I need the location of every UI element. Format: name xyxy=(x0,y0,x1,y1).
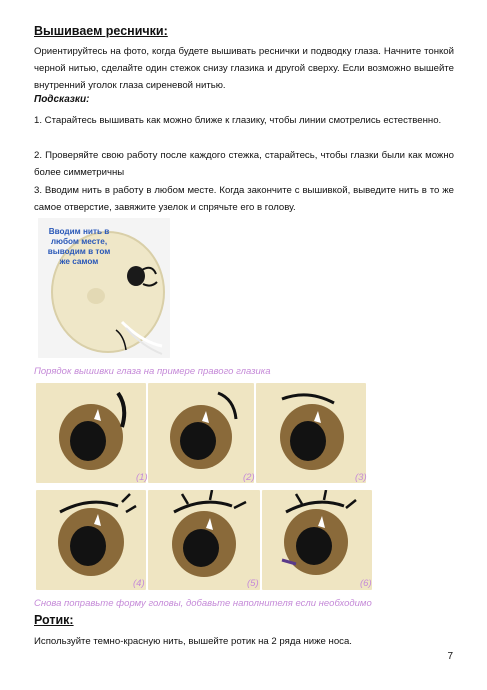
figure-label-4: (4) xyxy=(133,578,145,589)
figure-label-3: (3) xyxy=(355,472,367,483)
photo-step-5 xyxy=(148,490,260,590)
photo-step-3 xyxy=(256,383,366,483)
figure-label-6: (6) xyxy=(360,578,372,589)
hint-2: 2. Проверяйте свою работу после каждого стежка, старайтесь, чтобы глазки были как можно более симметричны xyxy=(34,150,454,178)
photo-step-1 xyxy=(36,383,146,483)
caption-after: Снова поправьте форму головы, добавьте наполнителя если необходимо xyxy=(34,598,372,609)
hints-title: Подсказки: xyxy=(34,94,90,105)
hint-1: 1. Старайтесь вышивать как можно ближе к глазику, чтобы линии смотрелись естественно. xyxy=(34,115,442,126)
photo-overlay-text: Вводим нить в любом месте, выводим в том же самом xyxy=(47,227,111,266)
photo-step-4 xyxy=(36,490,146,590)
page-number: 7 xyxy=(447,651,453,662)
figure-label-2: (2) xyxy=(243,472,255,483)
section-title-mouth: Ротик: xyxy=(34,613,74,627)
photo-step-2 xyxy=(148,383,254,483)
figure-label-1: (1) xyxy=(136,472,148,483)
section-title-eyelashes: Вышиваем реснички: xyxy=(34,24,168,38)
mouth-paragraph: Используйте темно-красную нить, вышейте ротик на 2 ряда ниже носа. xyxy=(34,636,352,647)
hint-3: 3. Вводим нить в работу в любом месте. Когда закончите с вышивкой, выведите нить в то же самое отверстие, завяжите узелок и спрячьте его в голову. xyxy=(34,185,454,213)
intro-paragraph: Ориентируйтесь на фото, когда будете вышивать реснички и подводку глаза. Начните тонкой черной нитью, сделайте один стежок снизу глазика и другой сверху. Если возможно вышейте внутренний уголок глаза сиреневой нитью. xyxy=(34,46,454,91)
photo-step-6 xyxy=(262,490,372,590)
figure-label-5: (5) xyxy=(247,578,259,589)
caption-order: Порядок вышивки глаза на примере правого глазика xyxy=(34,366,271,377)
